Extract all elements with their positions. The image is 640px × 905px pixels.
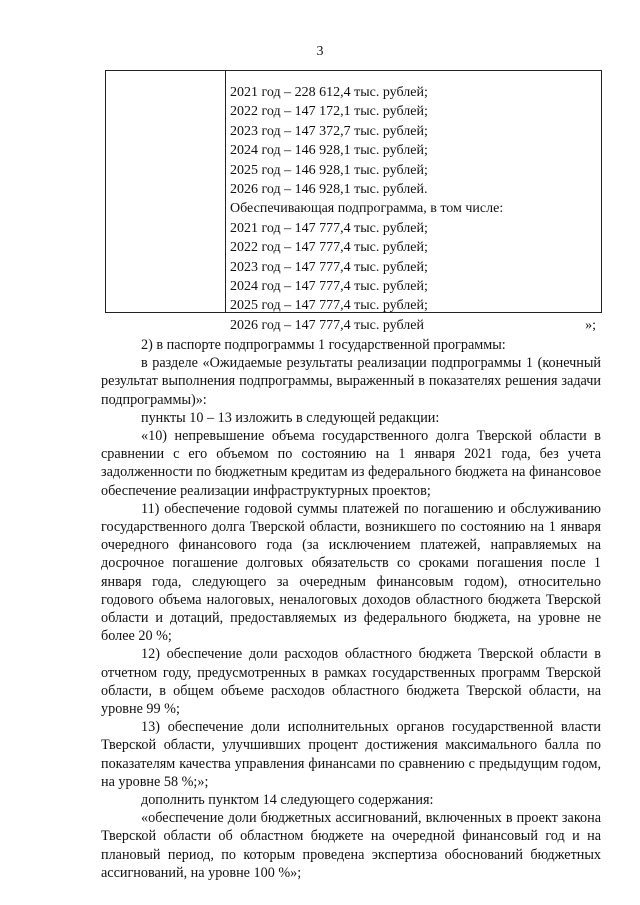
table-subheading: Обеспечивающая подпрограмма, в том числе: <box>230 201 504 217</box>
funding-table <box>105 70 602 333</box>
table-line: 2023 год – 147 777,4 тыс. рублей; <box>230 259 428 275</box>
table-line: 2024 год – 146 928,1 тыс. рублей; <box>230 143 428 159</box>
paragraph: 12) обеспечение доли расходов областного бюджета Тверской области в отчетном году, предусмотренных в рамках государственных программ Тверской области, в общем объеме расходов областного бюджета Тверской области, на уровне 99 %; <box>101 646 601 718</box>
table-line: 2025 год – 147 777,4 тыс. рублей; <box>230 298 428 314</box>
table-line: 2026 год – 146 928,1 тыс. рублей. <box>230 182 428 198</box>
paragraph: в разделе «Ожидаемые результаты реализации подпрограммы 1 (конечный результат выполнения подпрограммы, выраженный в показателях решения задачи подпрограммы)»: <box>101 355 601 408</box>
page-number: 3 <box>316 44 324 59</box>
paragraph: 13) обеспечение доли исполнительных органов государственной власти Тверской области, улучшивших процент достижения максимального балла по показателям качества управления финансами по сравнению с предыдущим годом, на уровне 58 %;»; <box>101 719 601 790</box>
table-line: 2022 год – 147 777,4 тыс. рублей; <box>230 240 428 256</box>
paragraph: пункты 10 – 13 изложить в следующей редакции: <box>141 409 440 426</box>
closing-quote-mark: »; <box>585 318 596 333</box>
table-line: 2021 год – 147 777,4 тыс. рублей; <box>230 220 428 236</box>
paragraph: «обеспечение доли бюджетных ассигнований, включенных в проект закона Тверской области об областном бюджете на очередной финансовый год и на плановый период, по которым проведена экспертиза обоснований бюджетных ассигнований, на уровне 100 %»; <box>101 810 601 881</box>
table-right-cell <box>226 71 601 333</box>
paragraph: 2) в паспорте подпрограммы 1 государственной программы: <box>141 337 506 353</box>
paragraph: «10) непревышение объема государственного долга Тверской области в сравнении с его объемом по состоянию на 1 января 2021 года, без учета задолженности по бюджетным кредитам из федерального бюджета на финансовое обеспечение реализации инфраструктурных проектов; <box>101 428 601 499</box>
paragraph: дополнить пунктом 14 следующего содержания: <box>141 792 434 809</box>
table-line: 2024 год – 147 777,4 тыс. рублей; <box>230 279 428 295</box>
table-line: 2022 год – 147 172,1 тыс. рублей; <box>230 104 428 120</box>
table-line: 2025 год – 146 928,1 тыс. рублей; <box>230 162 428 178</box>
paragraph: 11) обеспечение годовой суммы платежей по погашению и обслуживанию государственного долга Тверской области, возникшего по состоянию на 1 января очередного финансового года (за исключением платежей, направляемых на досрочное погашение долговых обязательств со сроками погашения после 1 января года, следующего за очередным финансовым годом), относительно годового объема налоговых, неналоговых доходов областного бюджета Тверской области и дотаций, предоставляемых из федерального бюджета, на уровне не более 20 %; <box>101 500 601 645</box>
document-body <box>101 336 601 882</box>
table-line: 2026 год – 147 777,4 тыс. рублей <box>230 317 424 333</box>
table-line: 2023 год – 147 372,7 тыс. рублей; <box>230 123 428 139</box>
table-line: 2021 год – 228 612,4 тыс. рублей; <box>230 85 428 100</box>
table-left-cell <box>106 71 226 312</box>
